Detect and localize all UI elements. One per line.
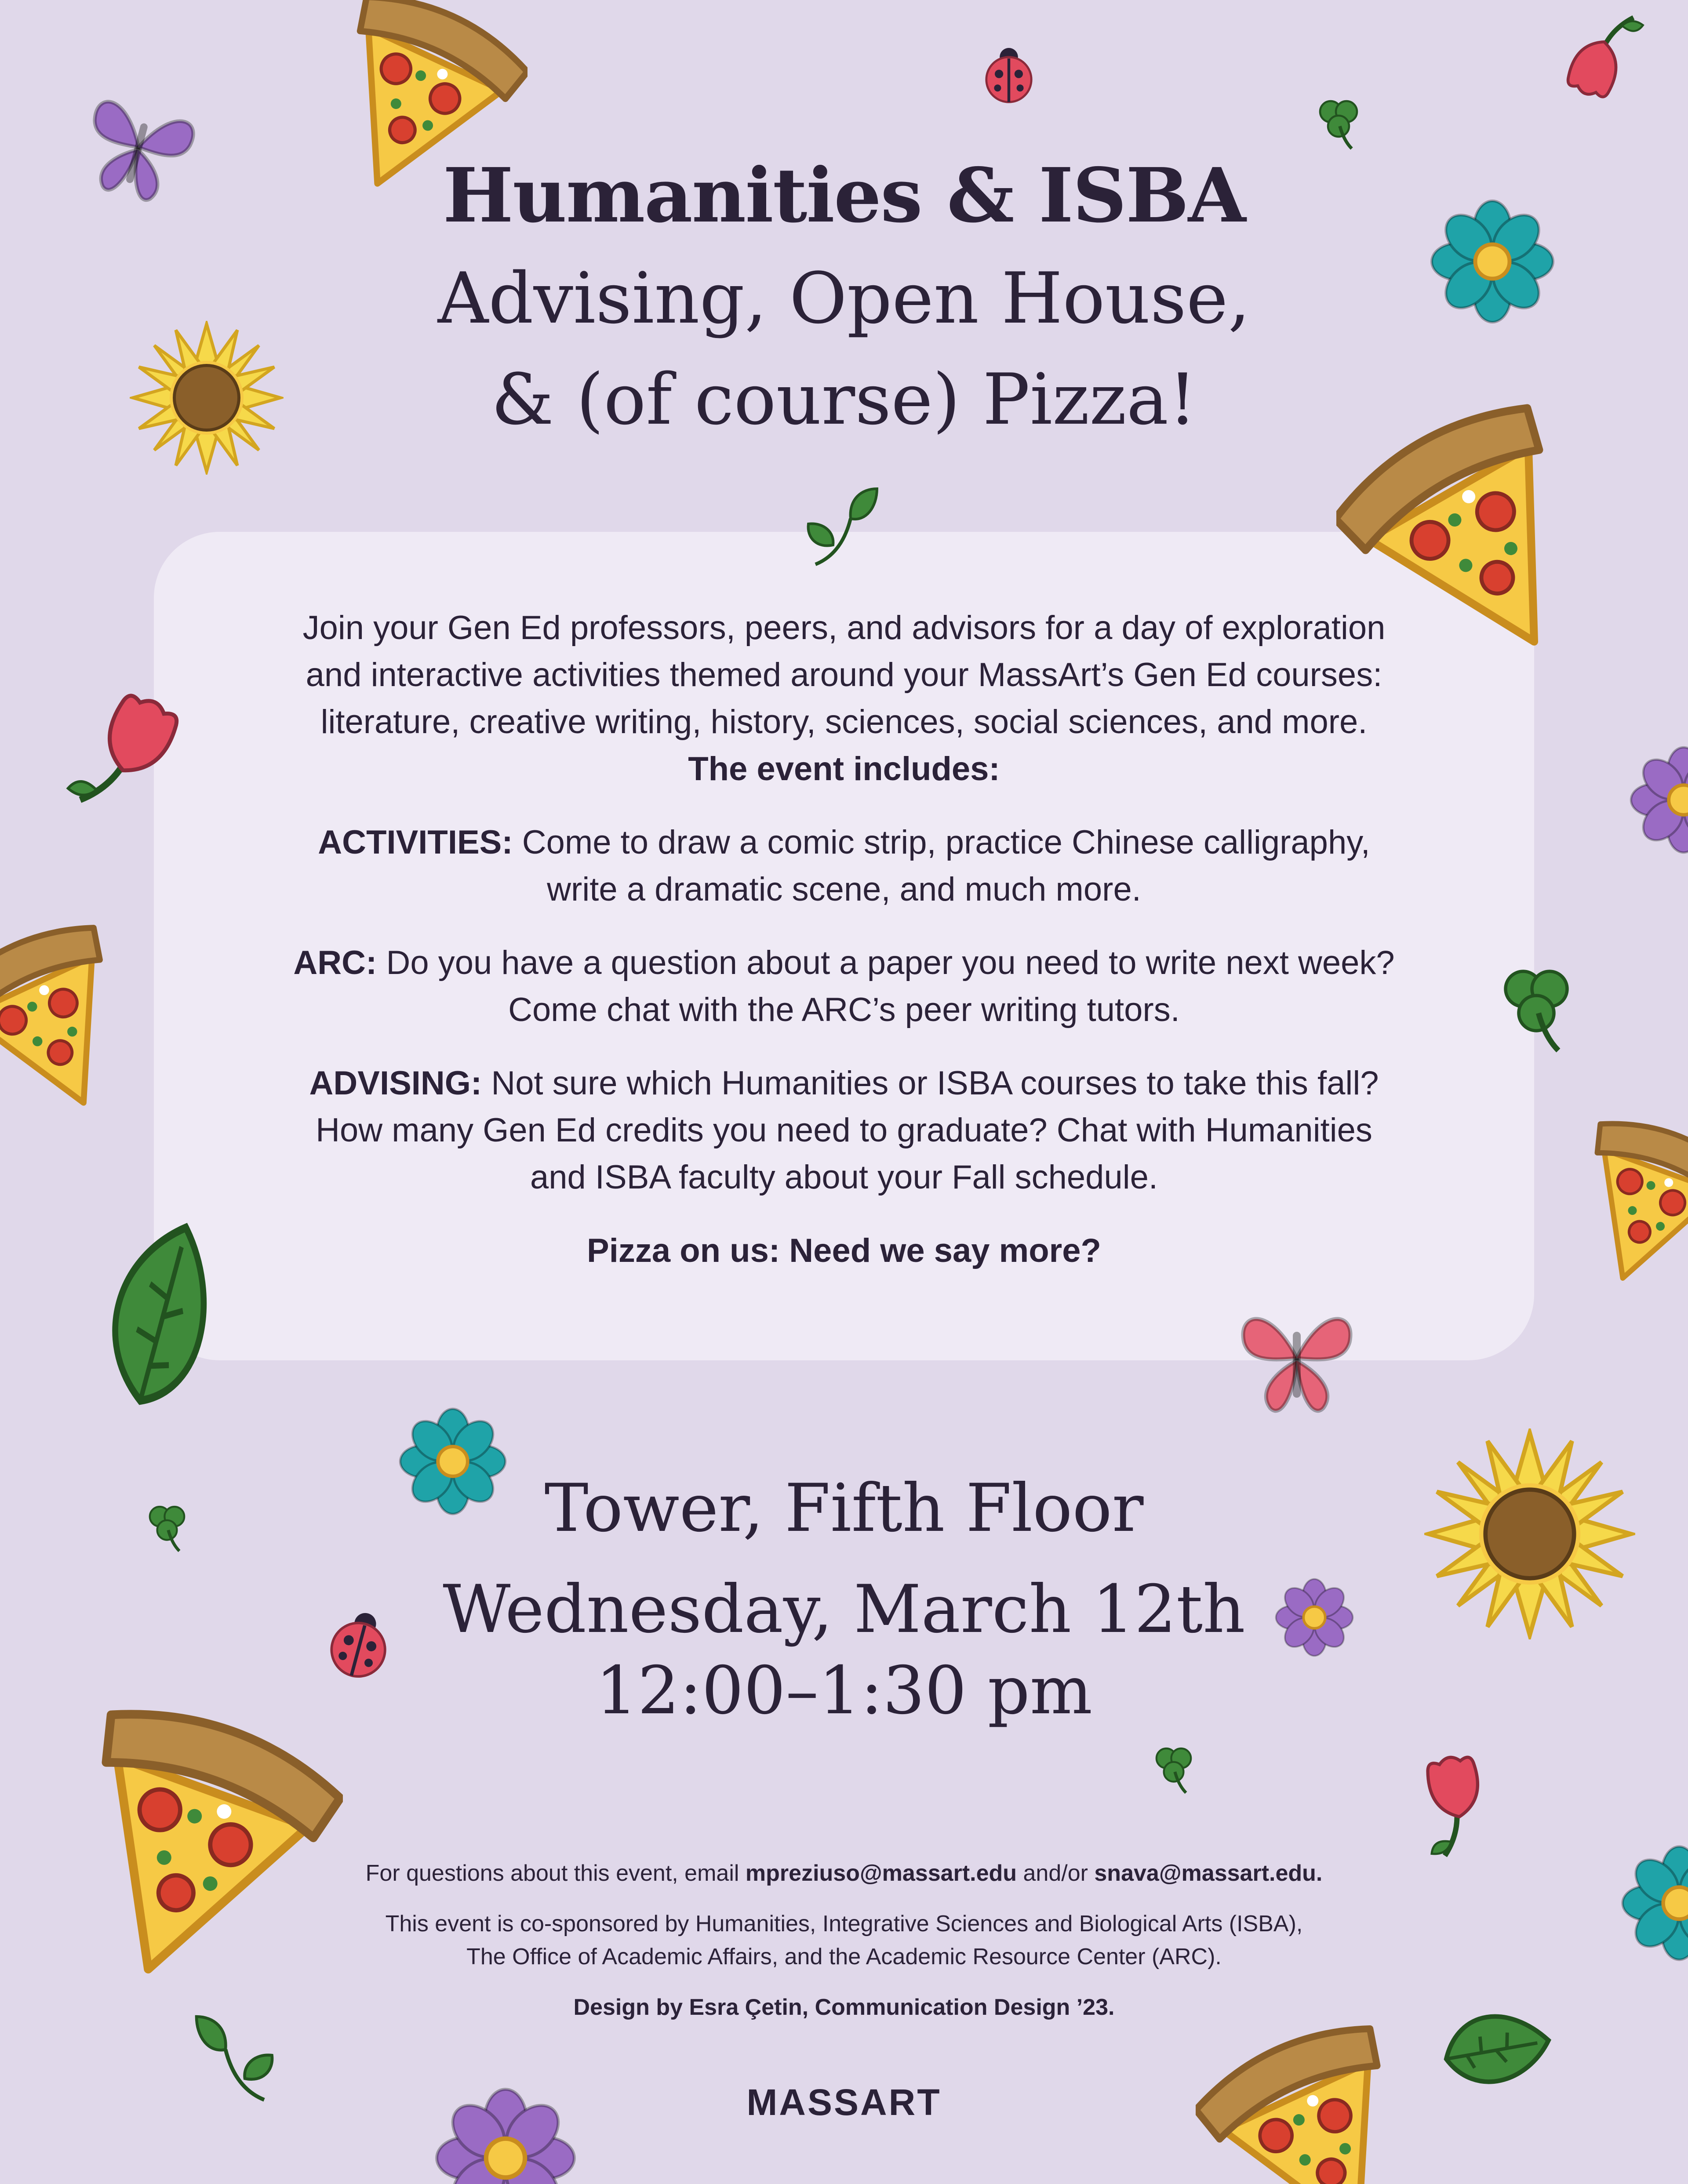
flower-icon [1626,743,1688,857]
butterfly-icon [1231,1292,1363,1424]
intro-line: Join your Gen Ed professors, peers, and advisors for a day of exploration [302,609,1386,647]
pizza-line: Pizza on us: Need we say more? [587,1232,1101,1269]
footer [0,1857,1688,2024]
event-time: 12:00–1:30 pm [595,1653,1093,1729]
clover-icon [1306,88,1372,154]
event-location: Tower, Fifth Floor [544,1470,1144,1547]
tulip-icon [1404,1738,1510,1870]
arc-text: Do you have a question about a paper you need to write next week? [386,944,1395,981]
advising-label: ADVISING: [309,1065,482,1102]
arc-text: Come chat with the ARC’s peer writing tutors. [508,991,1180,1028]
activities-label: ACTIVITIES: [318,824,513,861]
ladybug-icon [974,29,1044,116]
design-credit: Design by Esra Çetin, Communication Design ’23. [573,1995,1115,2020]
massart-logo: MASSART [746,2082,942,2123]
arc-section [154,939,1534,986]
headline-title: Humanities & ISBA [443,152,1245,240]
activities-text: Come to draw a comic strip, practice Chinese calligraphy, [522,824,1370,861]
pizza-icon [0,914,141,1112]
headline-subtitle-1: Advising, Open House, [437,257,1251,339]
email-link-2[interactable]: snava@massart.edu. [1094,1861,1323,1886]
clover-icon [1143,1736,1204,1798]
activities-section [154,819,1534,866]
includes-heading: The event includes: [688,750,1000,788]
headline-subtitle-2: & (of course) Pizza! [491,358,1197,440]
advising-section [154,1060,1534,1107]
contact-line: For questions about this event, email mpreziuso@massart.edu and/or snava@massart.edu. [365,1861,1323,1886]
email-link-1[interactable]: mpreziuso@massart.edu [745,1861,1017,1886]
advising-text: How many Gen Ed credits you need to graduate? Chat with Humanities [316,1112,1372,1149]
intro-line: literature, creative writing, history, sciences, social sciences, and more. [320,703,1368,741]
card-body [154,604,1534,1274]
activities-text: write a dramatic scene, and much more. [547,871,1141,908]
pizza-icon [1565,1108,1688,1283]
advising-text: Not sure which Humanities or ISBA courses to take this fall? [491,1065,1379,1102]
sponsor-line: The Office of Academic Affairs, and the Academic Resource Center (ARC). [466,1944,1222,1970]
sprout-icon [798,479,886,576]
tulip-icon [1552,0,1648,114]
sponsor-line: This event is co-sponsored by Humanities, Integrative Sciences and Biological Arts (ISBA), [385,1911,1303,1937]
event-date: Wednesday, March 12th [443,1571,1245,1648]
advising-text: and ISBA faculty about your Fall schedule. [530,1159,1158,1196]
intro-line: and interactive activities themed around your MassArt’s Gen Ed courses: [306,656,1382,694]
arc-label: ARC: [293,944,377,981]
